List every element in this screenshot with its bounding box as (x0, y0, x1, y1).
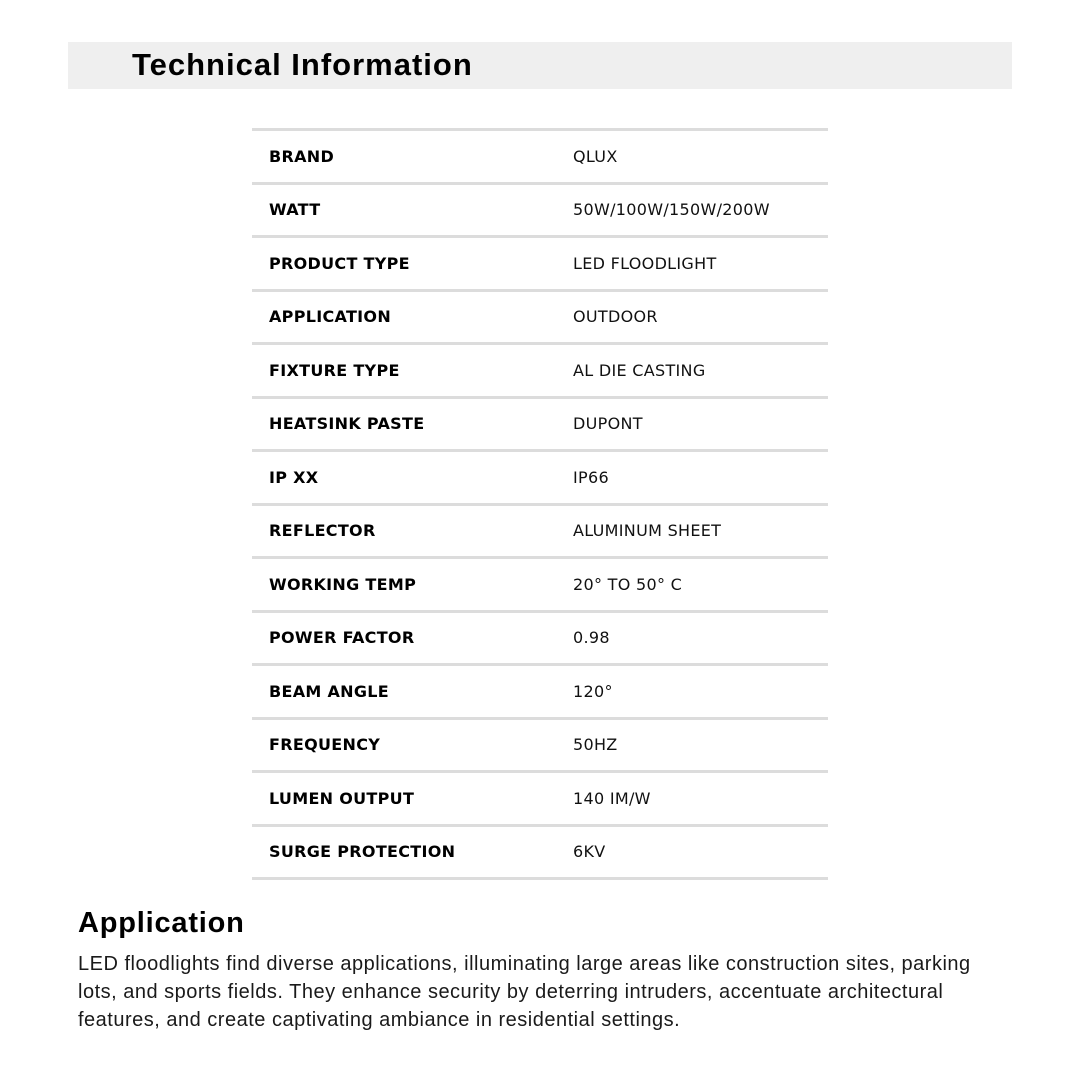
application-heading: Application (78, 907, 245, 939)
spec-value: ALUMINUM SHEET (573, 521, 722, 541)
spec-label: LUMEN OUTPUT (269, 788, 415, 808)
table-row (252, 773, 828, 827)
spec-label: BEAM ANGLE (269, 681, 390, 701)
spec-value: 50HZ (573, 735, 618, 755)
spec-value: 6KV (573, 842, 606, 862)
spec-label: FREQUENCY (269, 735, 381, 755)
spec-value: AL DIE CASTING (573, 360, 706, 380)
spec-value: QLUX (573, 146, 618, 166)
spec-label: HEATSINK PASTE (269, 414, 425, 434)
spec-label: FIXTURE TYPE (269, 360, 400, 380)
table-row (252, 292, 828, 346)
spec-label: WORKING TEMP (269, 574, 417, 594)
spec-label: PRODUCT TYPE (269, 253, 410, 273)
spec-value: 120° (573, 681, 613, 701)
spec-label: APPLICATION (269, 307, 392, 327)
spec-label: WATT (269, 200, 321, 220)
table-row (252, 345, 828, 399)
page-title: Technical Information (132, 47, 473, 82)
spec-value: DUPONT (573, 414, 643, 434)
table-row (252, 506, 828, 560)
spec-label: IP XX (269, 467, 319, 487)
table-row (252, 399, 828, 453)
spec-value: 140 IM/W (573, 788, 651, 808)
spec-value: LED FLOODLIGHT (573, 253, 717, 273)
spec-value: 50W/100W/150W/200W (573, 200, 770, 220)
table-row (252, 131, 828, 185)
spec-label: SURGE PROTECTION (269, 842, 456, 862)
spec-label: REFLECTOR (269, 521, 376, 541)
table-row (252, 666, 828, 720)
table-row (252, 827, 828, 881)
table-row (252, 185, 828, 239)
table-row (252, 238, 828, 292)
spec-table (252, 128, 828, 880)
spec-value: 0.98 (573, 628, 610, 648)
table-row (252, 559, 828, 613)
spec-value: IP66 (573, 467, 609, 487)
section-header-bar (68, 42, 1012, 89)
table-row (252, 613, 828, 667)
table-row (252, 720, 828, 774)
spec-value: OUTDOOR (573, 307, 658, 327)
spec-label: POWER FACTOR (269, 628, 415, 648)
spec-value: 20° TO 50° C (573, 574, 683, 594)
spec-label: BRAND (269, 146, 335, 166)
application-description: LED floodlights find diverse applications, illuminating large areas like construction sites, parking lots, and sports fields. They enhance security by deterring intruders, accentuate architectural features, and create captivating ambiance in residential settings. (78, 953, 971, 1031)
table-row (252, 452, 828, 506)
